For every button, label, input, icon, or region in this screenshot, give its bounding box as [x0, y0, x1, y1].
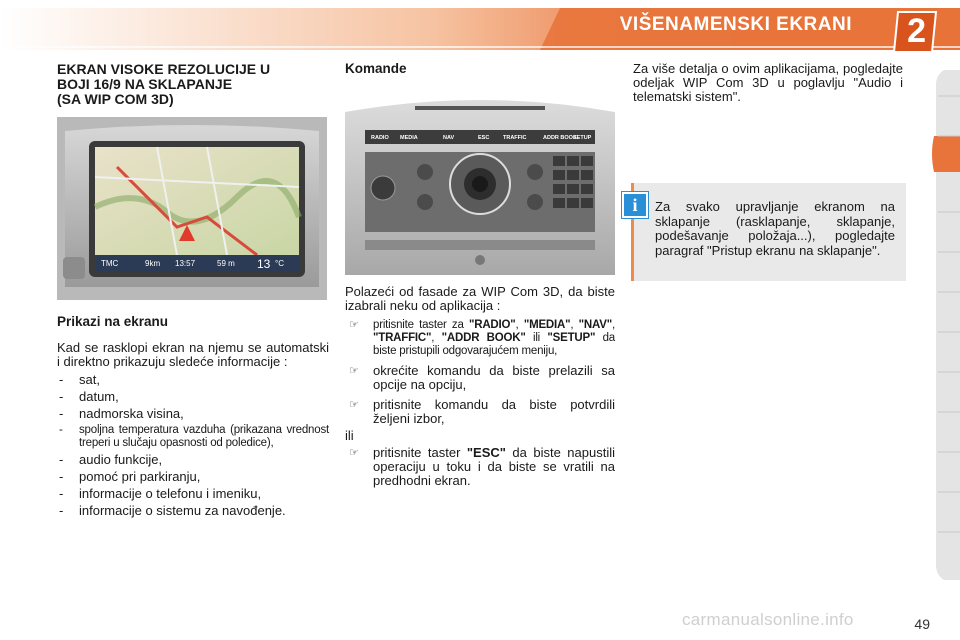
panel-label-traffic: TRAFFIC	[503, 135, 527, 141]
key-label: "SETUP"	[547, 332, 596, 344]
panel-label-setup: SETUP	[573, 135, 592, 141]
bullet-text: pritisnite taster za	[373, 319, 469, 331]
bullet-text: pritisnite taster	[373, 445, 467, 460]
control-panel-illustration	[345, 92, 615, 275]
list-item: - nadmorska visina,	[57, 407, 329, 421]
middle-column-body	[345, 285, 615, 488]
bullet-text: da biste pristupili odgovarajućem meniju,	[373, 332, 615, 357]
controls-list	[345, 319, 615, 426]
list-item	[345, 398, 615, 426]
or-text: ili	[345, 428, 354, 443]
bullet-text: okrećite komandu da biste prelazili sa opcije na opciju,	[373, 363, 615, 392]
list-item	[345, 364, 615, 392]
display-info-list	[57, 373, 329, 518]
subheading-displays: Prikazi na ekranu	[57, 314, 169, 329]
panel-label-media: MEDIA	[400, 135, 418, 141]
display-screen-illustration	[57, 117, 327, 300]
left-column-body	[57, 315, 329, 518]
heading-line: (SA WIP COM 3D)	[57, 91, 174, 107]
key-label: "ESC"	[466, 445, 506, 460]
key-label: "MEDIA"	[523, 319, 571, 331]
list-item: - sat,	[57, 373, 329, 387]
key-label: "RADIO"	[468, 319, 516, 331]
bullet-text: pritisnite komandu da biste potvrdili željeni izbor,	[373, 397, 615, 426]
chapter-tabs	[930, 70, 960, 580]
separator: ,	[612, 319, 615, 331]
arrow-bullet-icon: ☞	[349, 447, 359, 459]
key-label: "ADDR BOOK"	[441, 332, 526, 344]
section-heading-screen	[57, 62, 329, 107]
page-number: 49	[914, 616, 930, 632]
screen-label-altitude: 59 m	[217, 259, 235, 268]
screen-label-time: 13:57	[175, 259, 196, 268]
key-label: "NAV"	[578, 319, 612, 331]
list-item: - audio funkcije,	[57, 453, 329, 467]
controls-list-esc	[345, 446, 615, 488]
separator: ,	[431, 332, 442, 344]
volume-knob-graphic	[371, 176, 395, 200]
separator: ,	[515, 319, 524, 331]
heading-line: BOJI 16/9 NA SKLAPANJE	[57, 76, 233, 92]
chapter-number: 2	[907, 12, 926, 50]
panel-label-radio: RADIO	[371, 135, 389, 141]
controls-intro: Polazeći od fasade za WIP Com 3D, da biste izabrali neku od aplikacija :	[345, 284, 615, 313]
screen-label-temperature: 13	[257, 257, 271, 271]
arrow-bullet-icon: ☞	[349, 365, 359, 377]
intro-text: Kad se rasklopi ekran na njemu se automatski i direktno prikazuju sledeće informacije :	[57, 340, 329, 369]
screen-label-unit: °C	[275, 259, 284, 268]
list-item: - informacije o telefonu i imeniku,	[57, 487, 329, 501]
list-item	[345, 319, 615, 358]
right-column	[633, 62, 903, 104]
panel-label-addr-book: ADDR BOOK	[543, 135, 577, 141]
fold-button-graphic	[63, 257, 85, 279]
info-icon: i	[622, 192, 648, 218]
list-item	[345, 446, 615, 488]
panel-label-esc: ESC	[478, 135, 490, 141]
heading-line: EKRAN VISOKE REZOLUCIJE U	[57, 61, 271, 77]
more-details-text: Za više detalja o ovim aplikacijama, pogledajte odeljak WIP Com 3D u poglavlju "Audio i telematski sistem".	[633, 61, 903, 104]
key-label: "TRAFFIC"	[373, 332, 432, 344]
panel-label-nav: NAV	[443, 135, 455, 141]
screen-label-distance: 9km	[145, 259, 161, 268]
watermark: carmanualsonline.info	[682, 610, 854, 629]
page-title: VIŠENAMENSKI EKRANI	[619, 14, 852, 35]
separator: ,	[570, 319, 579, 331]
list-item: - spoljna temperatura vazduha (prikazana vrednost treperi u slučaju opasnosti od poledice),	[57, 424, 329, 450]
list-item: - informacije o sistemu za navođenje.	[57, 504, 329, 518]
bullet-text: da biste napustili operaciju u toku i da biste se vratili na predhodni ekran.	[373, 445, 615, 488]
info-box-text: Za svako upravljanje ekranom na sklapanje (rasklapanje, sklapanje, podešavanje položaja...), pogledajte paragraf "Pristup ekranu na sklapanje".	[655, 199, 895, 258]
separator: ili	[525, 332, 548, 344]
arrow-bullet-icon: ☞	[349, 319, 359, 331]
arrow-bullet-icon: ☞	[349, 399, 359, 411]
list-item: - datum,	[57, 390, 329, 404]
section-heading-controls: Komande	[345, 61, 407, 76]
screen-label-tmc: TMC	[101, 259, 119, 268]
middle-column	[345, 62, 615, 76]
left-column	[57, 62, 329, 107]
list-item: - pomoć pri parkiranju,	[57, 470, 329, 484]
page-header	[0, 0, 960, 60]
